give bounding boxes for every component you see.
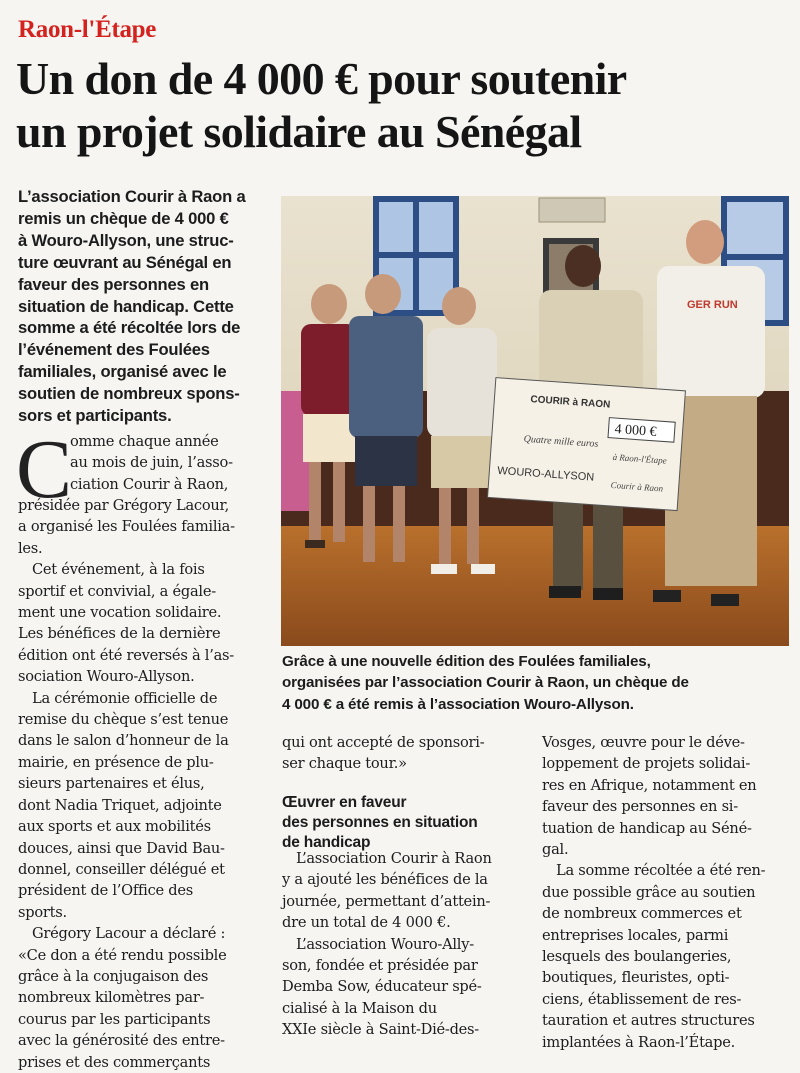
body-line: due possible grâce au soutien [542,883,756,901]
body-line: dre un total de 4 000 €. [282,914,451,932]
headline-line: un projet solidaire au Sénégal [16,106,582,157]
body-line: «Ce don a été rendu possible [18,946,227,964]
body-line: tauration et autres structures [542,1012,755,1030]
caption-line: Grâce à une nouvelle édition des Foulées familiales, [282,653,651,670]
column-2-top [282,732,532,775]
headline [16,52,796,158]
body-line: dans le salon d’honneur de la [18,732,229,750]
cheque-header: COURIR à RAON [530,394,611,411]
body-line: douces, ainsi que David Bau- [18,839,225,857]
photo-caption [282,651,790,715]
lead-line: sors et participants. [18,406,172,426]
cheque-amount: 4 000 € [614,422,657,440]
body-line: y a ajouté les bénéfices de la [282,871,488,889]
body-line: Grégory Lacour a déclaré : [32,925,226,943]
subhead-line: de handicap [282,834,371,851]
lead-line: familiales, organisé avec le [18,362,227,382]
cheque-signature: Courir à Raon [610,479,664,494]
lead-line: faveur des personnes en [18,274,209,294]
body-line: donnel, conseiller délégué et [18,860,225,878]
column-2 [282,848,532,1041]
cheque-place: à Raon-l'Étape [612,451,668,466]
body-line: au mois de juin, l’asso- [70,454,233,472]
body-line: aux sports et aux mobilités [18,818,211,836]
body-line: a organisé les Foulées familia- [18,518,235,536]
ceremony-photo [281,196,789,646]
body-line: édition ont été reversés à l’as- [18,646,234,664]
column-1-body [18,538,270,1073]
body-line: sieurs partenaires et élus, [18,775,205,793]
body-line: tuation de handicap au Séné- [542,819,752,837]
body-line: entreprises locales, parmi [542,926,729,944]
body-line: ser chaque tour.» [282,755,407,773]
lead-line: soutien de nombreux spons- [18,384,240,404]
lead-line: ture œuvrant au Sénégal en [18,252,232,272]
body-line: Vosges, œuvre pour le déve- [542,734,745,751]
body-line: les. [18,539,43,557]
body-line: ciation Courir à Raon, [70,475,229,493]
body-line: grâce à la conjugaison des [18,967,209,985]
column-1 [18,495,270,1073]
article-photo [281,196,789,646]
body-line: sports. [18,903,67,921]
body-line: L’association Courir à Raon [296,850,492,867]
body-line: de nombreux commerces et [542,905,742,923]
subhead-line: des personnes en situation [282,814,478,831]
body-line: nombreux kilomètres par- [18,989,205,1007]
lead-paragraph [18,186,270,427]
section-subhead [282,793,532,853]
body-line: Les bénéfices de la dernière [18,625,221,643]
body-line: omme chaque année [70,433,219,450]
body-line: remise du chèque s’est tenue [18,711,229,729]
body-line: son, fondée et présidée par [282,957,478,975]
body-line: gal. [542,841,569,859]
body-line: qui ont accepté de sponsori- [282,734,485,751]
body-line: journée, permettant d’attein- [282,892,491,910]
body-line: lesquels des boulangeries, [542,948,732,966]
lead-line: somme a été récoltée lors de [18,318,241,338]
column-1-intro [70,431,270,495]
body-line: mairie, en présence de plu- [18,753,214,771]
body-line: boutiques, fleuristes, opti- [542,969,730,987]
section-kicker: Raon-l'Étape [18,16,157,43]
column-3 [542,732,792,1053]
column-3-body [542,732,792,1053]
shirt-logo: GER RUN [687,299,738,311]
body-line: res en Afrique, notamment en [542,776,757,794]
drop-cap: C [16,423,73,516]
cheque-payee: WOURO-ALLYSON [496,464,595,484]
lead-line: à Wouro-Allyson, une struc- [18,230,234,250]
body-line: La somme récoltée a été ren- [556,862,766,880]
body-line: loppement de projets solidai- [542,755,751,773]
body-line: prises et des commerçants [18,1053,211,1071]
caption-line: organisées par l’association Courir à Raon, un chèque de [282,674,689,692]
body-line: président de l’Office des [18,882,194,900]
body-line: ciens, établissement de res- [542,990,742,1008]
caption-line: 4 000 € a été remis à l’association Wouro-Allyson. [282,695,634,713]
lead-line: l’événement des Foulées [18,340,210,360]
lead-line: L’association Courir à Raon a [18,187,246,206]
body-line: faveur des personnes en si- [542,798,738,816]
body-line: cialisé à la Maison du [282,999,437,1017]
body-line: Demba Sow, éducateur spé- [282,978,482,996]
subhead-line: Œuvrer en faveur [282,794,407,811]
body-line: sportif et convivial, a égale- [18,582,216,600]
lead-line: remis un chèque de 4 000 € [18,208,229,228]
headline-line: Un don de 4 000 € pour soutenir [16,53,627,104]
column-2-body [282,848,532,1041]
body-line: XXIe siècle à Saint-Dié-des- [282,1021,479,1039]
lead-line: situation de handicap. Cette [18,296,234,316]
body-line: L’association Wouro-Ally- [296,935,474,953]
body-line: sociation Wouro-Allyson. [18,668,195,686]
body-line: dont Nadia Triquet, adjointe [18,796,222,814]
body-line: Cet événement, à la fois [32,561,205,579]
body-line: avec la générosité des entre- [18,1032,225,1050]
body-line: ment une vocation solidaire. [18,604,222,622]
body-line: présidée par Grégory Lacour, [18,497,230,514]
body-line: La cérémonie officielle de [32,689,218,707]
cheque-amount-words: Quatre mille euros [523,433,599,450]
body-line: courus par les participants [18,1010,211,1028]
body-line: implantées à Raon-l’Étape. [542,1033,736,1051]
